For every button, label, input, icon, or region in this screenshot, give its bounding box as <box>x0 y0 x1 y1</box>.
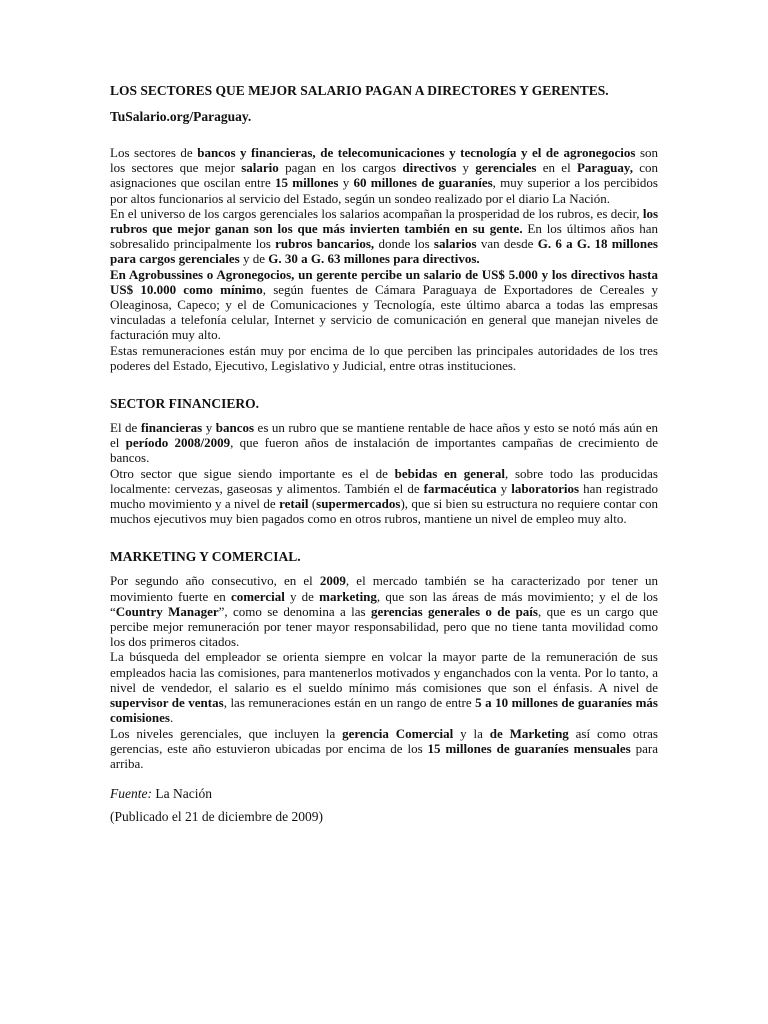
text-run: pagan en los cargos <box>278 160 403 176</box>
text-run: van desde <box>476 236 538 252</box>
text-run: , que es un cargo que percibe mejor remuneración por tener mayor responsabilidad, pero que no tiene tanta movilidad como los dos primeros citados. <box>110 603 658 650</box>
bold-text-run: retail <box>279 496 309 512</box>
text-run: así como otras gerencias, este año estuvieron ubicadas por encima de los <box>110 725 658 756</box>
bold-text-run: gerenciales <box>475 160 537 176</box>
text-run: donde los <box>374 236 434 252</box>
text-run: . <box>169 710 174 726</box>
text-run: y <box>456 160 476 176</box>
text-run: En el universo de los cargos gerenciales los salarios acompañan la prosperidad de los rubros, es decir, <box>110 205 643 221</box>
text-run: , las remuneraciones están en un rango de entre <box>223 695 476 711</box>
source-name: La Nación <box>155 786 212 802</box>
source-label: Fuente: <box>110 786 152 802</box>
bold-text-run: G. 6 a G. 18 millones para cargos gerenciales <box>110 236 658 267</box>
text-run: , según fuentes de Cámara Paraguaya de Exportadores de Cereales y Oleaginosa, Capeco; y el de Comunicaciones y Tecnología, este último abarca a todas las empresas vinculadas a telefonía celular, Internet y servicio de comunicación en general que manejan niveles de facturación muy alto. <box>110 281 658 343</box>
text-run: En los últimos años han sobresalido principalmente los <box>110 221 658 252</box>
section-marketing <box>110 548 658 771</box>
text-run: Por segundo año consecutivo, en el <box>110 573 320 589</box>
text-run: , sobre todo las producidas localmente: cervezas, gaseosas y alimentos. También el de <box>110 465 658 496</box>
text-run: en el <box>536 160 577 176</box>
bold-text-run: gerencias generales o de país <box>370 603 538 619</box>
bold-text-run: supermercados <box>316 496 401 512</box>
intro-paragraph <box>110 145 658 206</box>
text-run: La búsqueda del empleador se orienta siempre en volcar la mayor parte de la remuneración de sus empleados hacia las comisiones, para mantenerlos motivados y enganchados con la venta. Por lo tanto, a nivel de vendedor, el salario es el sueldo mínimo más comisiones que son el énfasis. A nivel de <box>110 649 658 695</box>
bold-text-run: comercial <box>230 588 285 604</box>
intro-paragraph <box>110 206 658 267</box>
bold-text-run: En Agrobussines o Agronegocios, un gerente percibe un salario de US$ 5.000 y los directivos hasta US$ 10.000 como mínimo <box>110 266 658 297</box>
text-run: son los sectores que mejor <box>110 145 659 176</box>
section-paragraph <box>110 420 658 466</box>
bold-text-run: financieras <box>140 420 203 436</box>
bold-text-run: Paraguay, <box>576 160 633 176</box>
bold-text-run: farmacéutica <box>423 480 497 496</box>
text-run: con asignaciones que oscilan entre <box>110 160 658 191</box>
text-run: Otro sector que sigue siendo importante es el de <box>110 465 395 481</box>
section-heading: MARKETING Y COMERCIAL. <box>110 549 301 565</box>
section-heading: SECTOR FINANCIERO. <box>110 396 260 412</box>
text-run: ( <box>308 496 317 512</box>
section-paragraph <box>110 573 658 649</box>
text-run: Estas remuneraciones están muy por encima de lo que perciben las principales autoridades de los tres poderes del Estado, Ejecutivo, Legislativo y Judicial, entre otras instituciones. <box>110 342 658 373</box>
bold-text-run: supervisor de ventas <box>110 695 224 711</box>
text-run: Los sectores de <box>110 145 198 160</box>
bold-text-run: laboratorios <box>511 480 580 496</box>
text-run: ”, como se denomina a las <box>218 603 371 619</box>
bold-text-run: gerencia Comercial <box>342 725 454 741</box>
section-paragraph <box>110 726 658 772</box>
text-run: y <box>338 175 354 191</box>
bold-text-run: de Marketing <box>489 725 569 741</box>
text-run: y <box>202 420 216 436</box>
text-run: y <box>496 480 512 496</box>
section-paragraph <box>110 649 658 725</box>
text-run: para arriba. <box>110 740 658 771</box>
bold-text-run: 15 millones de guaraníes mensuales <box>427 740 631 756</box>
text-run: y de <box>284 588 320 604</box>
bold-text-run: marketing <box>319 588 377 604</box>
bold-text-run: 2009 <box>319 573 346 589</box>
bold-text-run: bancos y financieras, de telecomunicaciones y tecnología y el de agronegocios <box>197 145 636 160</box>
bold-text-run: directivos <box>402 160 457 176</box>
document-title: LOS SECTORES QUE MEJOR SALARIO PAGAN A DIRECTORES Y GERENTES. <box>110 83 609 98</box>
text-run: ), que si bien su estructura no requiere contar con muchos ejecutivos muy bien pagados como en otros rubros, mantiene un nivel de empleo muy alto. <box>110 496 658 527</box>
bold-text-run: bebidas en general <box>394 465 505 481</box>
intro-section <box>110 145 658 373</box>
bold-text-run: rubros bancarios, <box>275 236 375 252</box>
text-run: , muy superior a los percibidos por altos funcionarios al servicio del Estado, según un sondeo realizado por el diario La Nación. <box>110 175 658 206</box>
bold-text-run: salario <box>241 160 279 176</box>
text-run: y la <box>453 725 490 741</box>
bold-text-run: los rubros que mejor ganan son los que más invierten también en su gente. <box>110 205 658 237</box>
bold-text-run: 5 a 10 millones de guaraníes más comisiones <box>110 695 658 726</box>
source-site: TuSalario.org/Paraguay. <box>110 109 252 124</box>
section-financiero <box>110 395 658 526</box>
bold-text-run: Country Manager <box>115 603 219 619</box>
text-run: es un rubro que se mantiene rentable de hace años y esto se notó más aún en el <box>110 420 659 451</box>
bold-text-run: período 2008/2009 <box>125 435 231 451</box>
section-paragraph <box>110 466 658 527</box>
text-run: El de <box>110 420 141 436</box>
text-run: Los niveles gerenciales, que incluyen la <box>110 725 343 741</box>
bold-text-run: bancos <box>215 420 255 436</box>
text-run: , el mercado también se ha caracterizado por tener un movimiento fuerte en <box>110 573 658 604</box>
intro-paragraph <box>110 267 658 343</box>
bold-text-run: 60 millones de guaraníes <box>353 175 493 191</box>
intro-paragraph <box>110 343 658 373</box>
text-run: y de <box>239 251 269 267</box>
publication-date: (Publicado el 21 de diciembre de 2009) <box>110 809 323 825</box>
text-run: han registrado mucho movimiento y a nivel de <box>110 480 658 512</box>
source-credit <box>110 785 658 802</box>
text-run: , que fueron años de instalación de importantes campañas de crecimiento de bancos. <box>110 435 658 466</box>
bold-text-run: G. 30 a G. 63 millones para directivos. <box>268 251 480 267</box>
text-run: , que son las áreas de más movimiento; y el de los “ <box>110 588 658 619</box>
bold-text-run: salarios <box>433 236 477 252</box>
bold-text-run: 15 millones <box>275 175 339 191</box>
